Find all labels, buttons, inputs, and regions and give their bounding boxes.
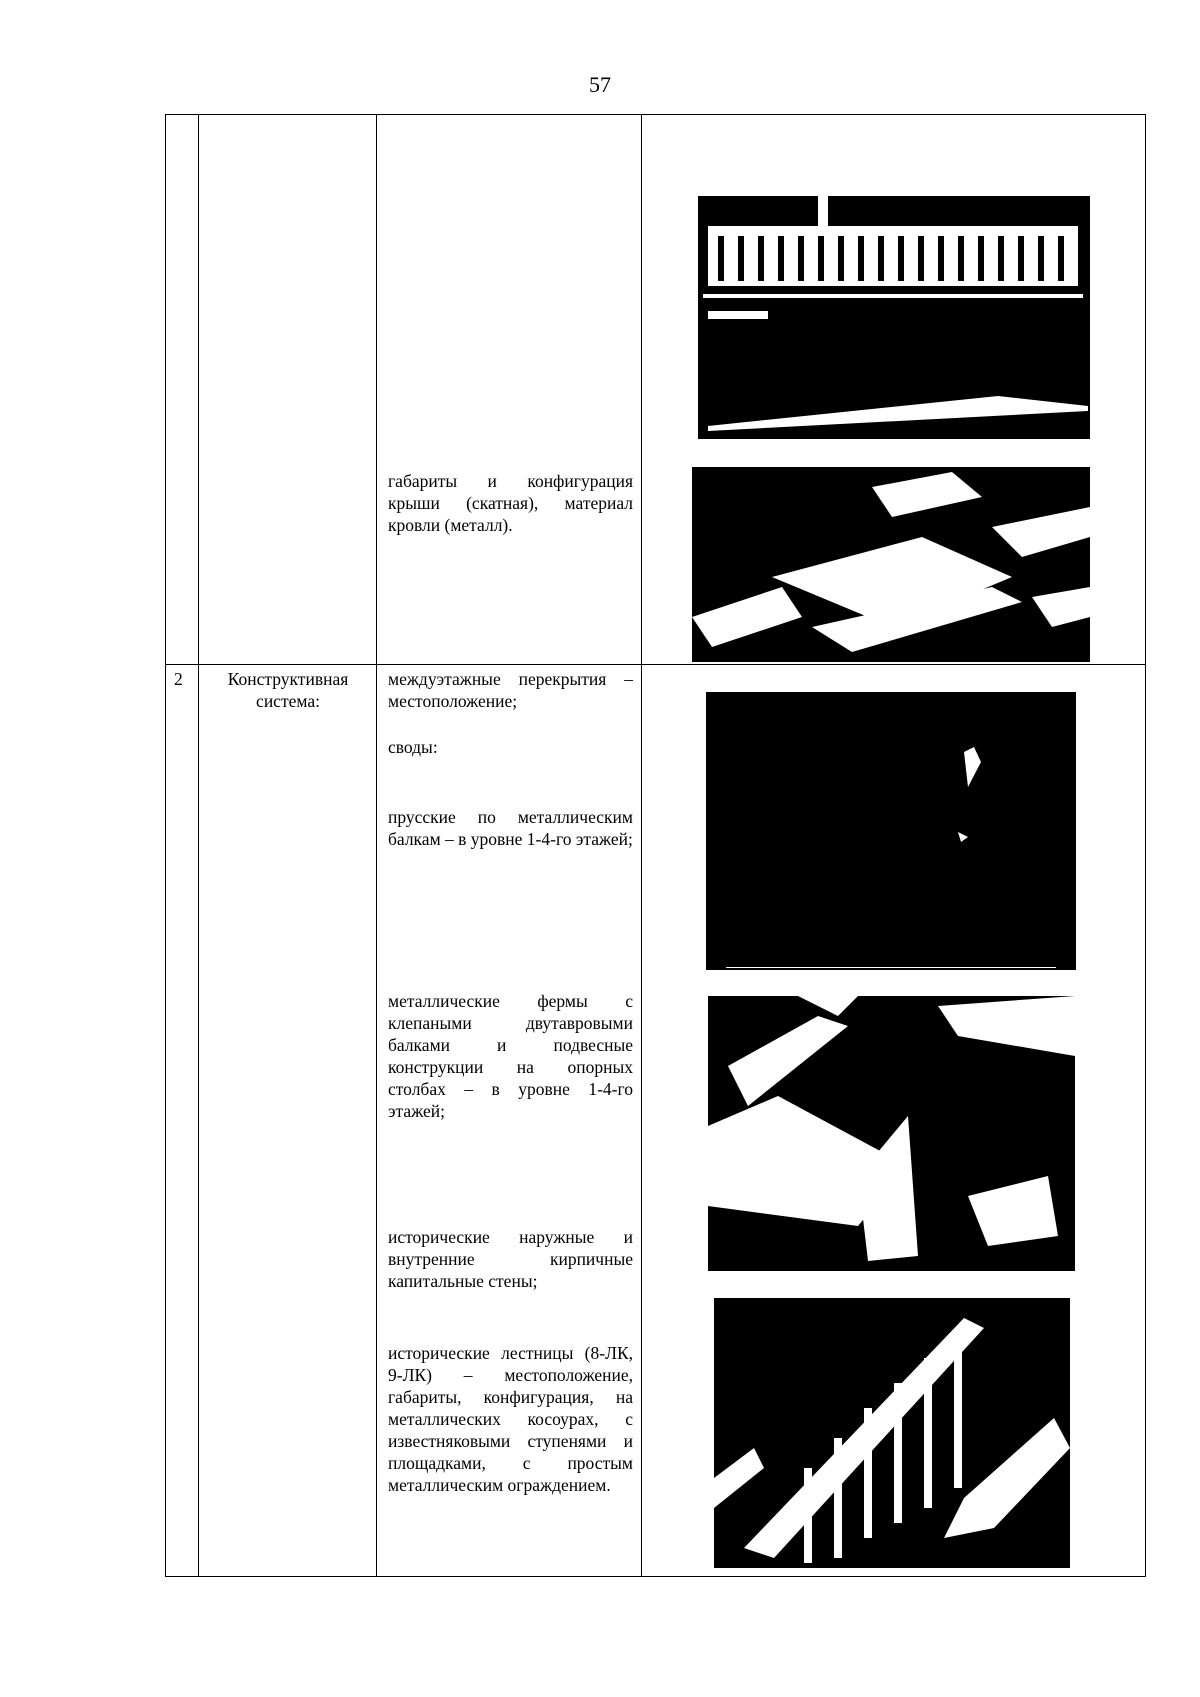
- staircase-photo: [714, 1298, 1070, 1568]
- prussian-vaults-description: прусские по металлическим балкам – в уровне 1-4-го этажей;: [388, 807, 633, 849]
- column-divider: [641, 114, 642, 1577]
- truss-photo: [708, 996, 1075, 1271]
- row-divider: [165, 664, 1146, 665]
- roof-photo: [692, 467, 1090, 662]
- column-divider: [376, 114, 377, 1577]
- table-top-border: [165, 114, 1146, 115]
- roof-description: габариты и конфигурация крыши (скатная), материал кровли (металл).: [388, 471, 633, 535]
- column-divider: [198, 114, 199, 1577]
- page-number: 57: [589, 72, 611, 97]
- vault-photo: [706, 692, 1076, 970]
- building-exterior-photo: [698, 196, 1090, 439]
- stairs-description: исторические лестницы (8-ЛК, 9-ЛК) – местоположение, габариты, конфигурация, на металлических косоурах, с известняковыми ступенями и площадками, с простым металлическим ограждением.: [388, 1343, 633, 1495]
- walls-description: исторические наружные и внутренние кирпичные капитальные стены;: [388, 1227, 633, 1291]
- table-bottom-border: [165, 1576, 1146, 1577]
- section-title: Конструктивная система:: [227, 669, 349, 711]
- table-right-border: [1145, 114, 1146, 1577]
- vaults-label: своды:: [388, 737, 438, 757]
- trusses-description: металлические фермы с клепаными двутавровыми балками и подвесные конструкции на опорных столбах – в уровне 1-4-го этажей;: [388, 991, 633, 1121]
- floor-description: междуэтажные перекрытия – местоположение;: [388, 669, 633, 711]
- row-number: 2: [174, 669, 183, 689]
- table-left-border: [165, 114, 166, 1577]
